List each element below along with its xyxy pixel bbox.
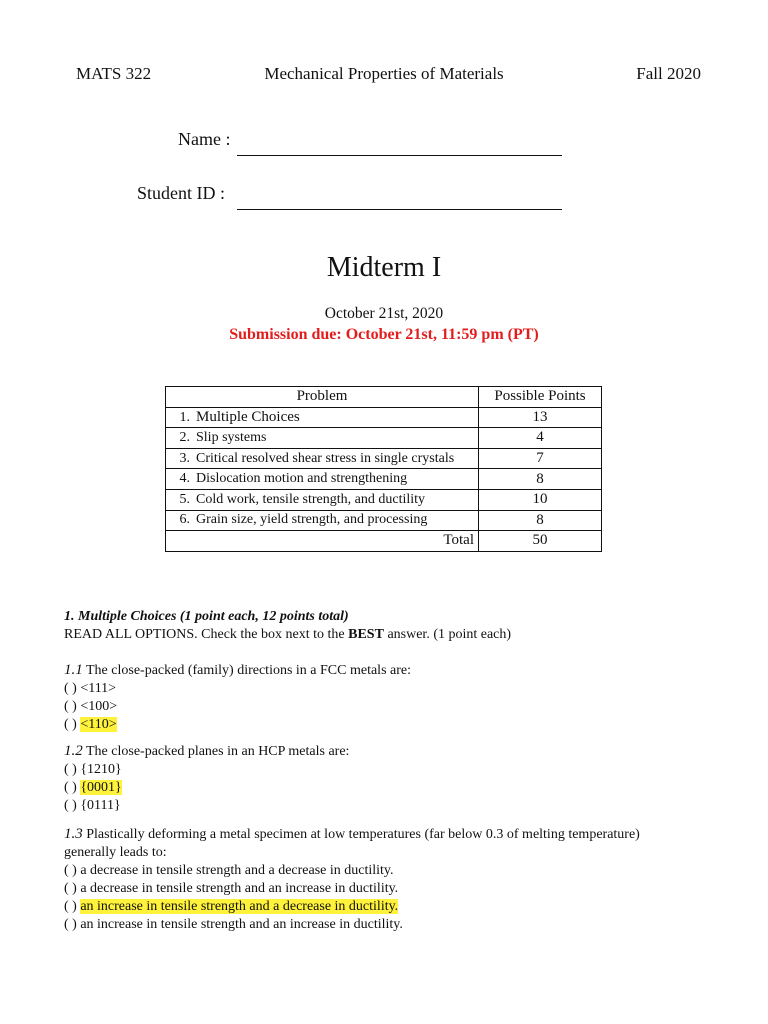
row-number: 2.	[179, 429, 190, 445]
row-points: 8	[479, 469, 602, 490]
question-1-3	[64, 825, 640, 934]
section-title: 1. Multiple Choices (1 point each, 12 points total)	[64, 609, 349, 624]
submission-deadline: Submission due: October 21st, 11:59 pm (PT)	[229, 326, 539, 343]
total-points: 50	[479, 531, 602, 552]
table-row	[166, 448, 602, 469]
question-1-2	[64, 742, 349, 815]
header-possible-points: Possible Points	[479, 387, 602, 408]
answer-option[interactable]: ( ) a decrease in tensile strength and a decrease in ductility.	[64, 863, 394, 878]
total-label: Total	[166, 531, 479, 552]
option-checkbox[interactable]: ( )	[64, 798, 77, 813]
question-stem-continued: generally leads to:	[64, 845, 167, 860]
row-number: 4.	[179, 471, 190, 487]
row-problem: Slip systems	[196, 429, 267, 445]
answer-option[interactable]	[64, 898, 640, 916]
row-points: 4	[479, 428, 602, 449]
section-instructions: READ ALL OPTIONS. Check the box next to the BEST answer. (1 point each)	[64, 627, 512, 642]
student-id-label: Student ID :	[137, 183, 225, 203]
option-checkbox[interactable]: ( )	[64, 699, 77, 714]
table-total-row	[166, 531, 602, 552]
table-row	[166, 469, 602, 490]
header-problem: Problem	[166, 387, 479, 408]
option-checkbox[interactable]: ( )	[64, 863, 77, 878]
course-title: Mechanical Properties of Materials	[264, 64, 504, 83]
row-problem: Dislocation motion and strengthening	[196, 471, 408, 487]
row-problem: Cold work, tensile strength, and ductility	[196, 491, 426, 507]
name-label: Name :	[178, 129, 231, 149]
option-checkbox[interactable]: ( )	[64, 717, 77, 732]
row-problem: Grain size, yield strength, and processing	[196, 512, 428, 528]
row-points: 10	[479, 489, 602, 510]
option-checkbox[interactable]: ( )	[64, 681, 77, 696]
row-points: 13	[479, 407, 602, 428]
answer-option[interactable]: ( ) <100>	[64, 699, 118, 714]
option-checkbox[interactable]: ( )	[64, 780, 77, 795]
option-checkbox[interactable]: ( )	[64, 762, 77, 777]
table-row	[166, 489, 602, 510]
table-row	[166, 407, 602, 428]
highlighted-answer: <110>	[80, 717, 117, 732]
option-checkbox[interactable]: ( )	[64, 899, 77, 914]
points-table	[165, 386, 602, 552]
question-1-1	[64, 661, 411, 734]
table-row	[166, 510, 602, 531]
highlighted-answer: {0001}	[80, 780, 122, 795]
student-id-field[interactable]	[237, 209, 562, 210]
answer-option[interactable]	[64, 716, 411, 734]
row-problem: Critical resolved shear stress in single crystals	[196, 450, 455, 466]
exam-title: Midterm I	[326, 252, 442, 283]
answer-option[interactable]	[64, 779, 349, 797]
table-header-row	[166, 387, 602, 408]
answer-option[interactable]: ( ) an increase in tensile strength and an increase in ductility.	[64, 917, 403, 932]
option-checkbox[interactable]: ( )	[64, 881, 77, 896]
row-points: 8	[479, 510, 602, 531]
term: Fall 2020	[636, 64, 701, 83]
row-points: 7	[479, 448, 602, 469]
row-number: 6.	[179, 512, 190, 528]
exam-date: October 21st, 2020	[324, 305, 444, 322]
answer-option[interactable]: ( ) <111>	[64, 681, 117, 696]
answer-option[interactable]: ( ) {1210}	[64, 762, 122, 777]
answer-option[interactable]: ( ) a decrease in tensile strength and an increase in ductility.	[64, 881, 399, 896]
answer-option[interactable]: ( ) {0111}	[64, 798, 121, 813]
course-code: MATS 322	[76, 64, 152, 83]
option-checkbox[interactable]: ( )	[64, 917, 77, 932]
question-stem: 1.1 The close-packed (family) directions in a FCC metals are:	[64, 662, 411, 678]
row-number: 3.	[179, 450, 190, 466]
question-stem: 1.3 Plastically deforming a metal specimen at low temperatures (far below 0.3 of melting temperature)	[64, 826, 640, 842]
row-problem: Multiple Choices	[196, 408, 300, 425]
name-field[interactable]	[237, 155, 562, 156]
row-number: 1.	[179, 409, 190, 425]
row-number: 5.	[179, 491, 190, 507]
question-stem: 1.2 The close-packed planes in an HCP metals are:	[64, 743, 350, 759]
highlighted-answer: an increase in tensile strength and a decrease in ductility.	[80, 899, 399, 914]
table-row	[166, 428, 602, 449]
